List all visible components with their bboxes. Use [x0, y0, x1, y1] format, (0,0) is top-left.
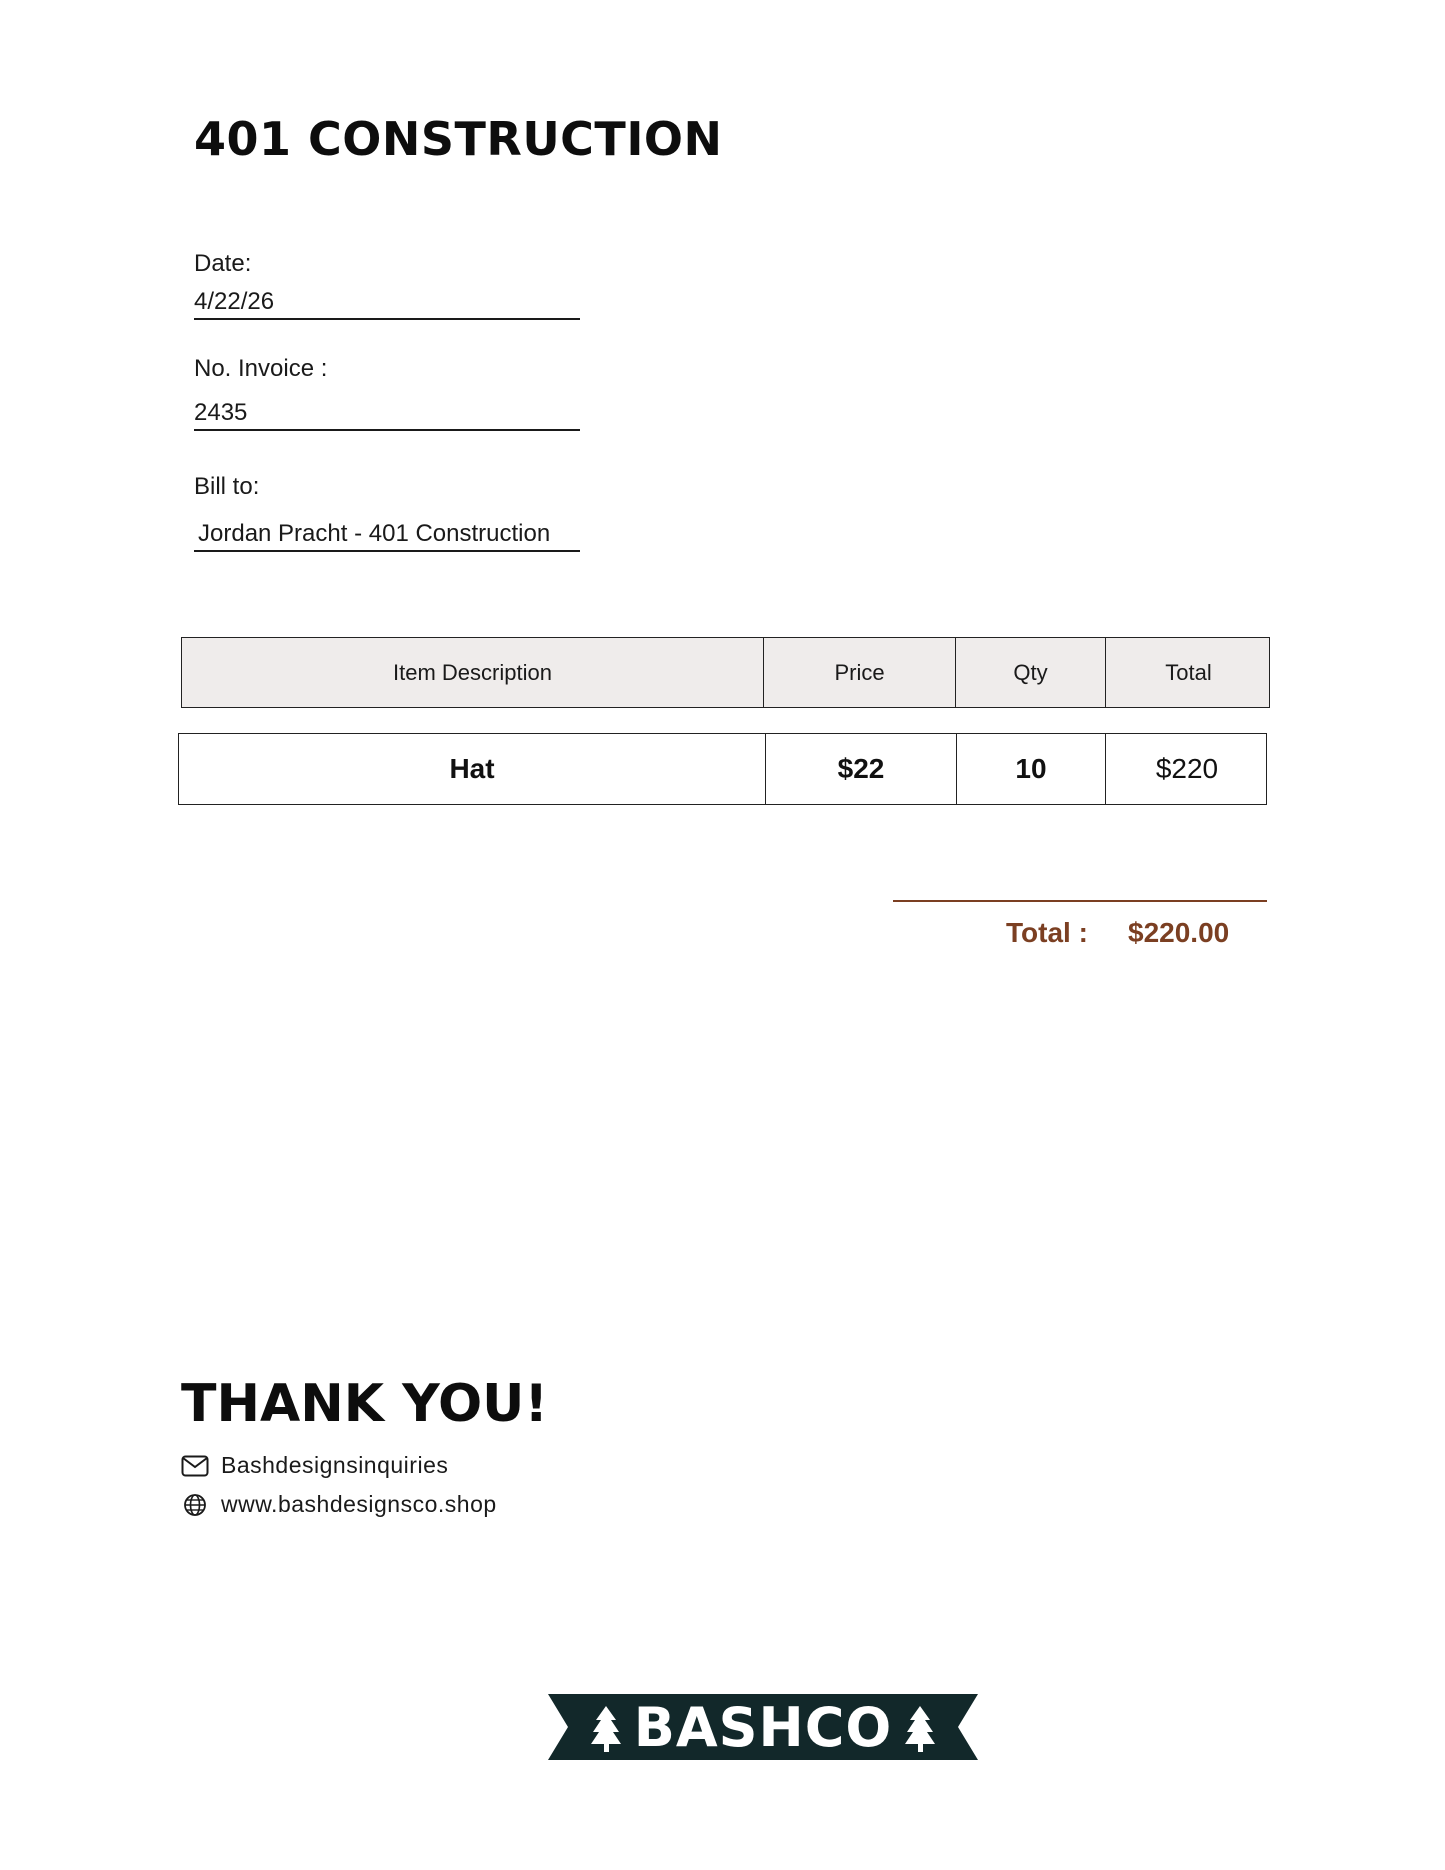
- header-total: Total: [1165, 659, 1212, 685]
- header-qty: Qty: [956, 638, 1106, 707]
- table-row: [178, 733, 1267, 805]
- date-label: Date:: [194, 250, 252, 277]
- item-total-cell: $220: [1155, 753, 1219, 784]
- grand-total-label: Total :: [1006, 917, 1088, 948]
- invoice-number-value: 2435: [194, 399, 580, 431]
- globe-icon: [181, 1493, 209, 1517]
- header-price: Price: [764, 638, 956, 707]
- invoice-number-label: No. Invoice :: [194, 355, 328, 382]
- envelope-icon: [181, 1455, 209, 1477]
- total-divider: [893, 900, 1267, 902]
- email-text: Bashdesignsinquiries: [221, 1452, 449, 1478]
- website-contact: [181, 1491, 497, 1518]
- logo-text: BASHCO: [633, 1695, 893, 1759]
- company-title: 401 CONSTRUCTION: [194, 112, 723, 166]
- email-contact: [181, 1452, 448, 1479]
- bashco-logo: [548, 1690, 978, 1764]
- item-description-cell: Hat: [179, 734, 766, 804]
- bill-to-label: Bill to:: [194, 473, 260, 500]
- website-text: www.bashdesignsco.shop: [221, 1491, 497, 1517]
- item-qty-cell: 10: [957, 734, 1106, 804]
- bill-to-value: Jordan Pracht - 401 Construction: [194, 520, 580, 552]
- item-price-cell: $22: [766, 734, 957, 804]
- date-value: 4/22/26: [194, 288, 580, 320]
- grand-total-value: $220.00: [1128, 917, 1230, 948]
- header-item-description: Item Description: [182, 638, 764, 707]
- thank-you-heading: THANK YOU!: [181, 1374, 549, 1434]
- items-table-header: [181, 637, 1270, 708]
